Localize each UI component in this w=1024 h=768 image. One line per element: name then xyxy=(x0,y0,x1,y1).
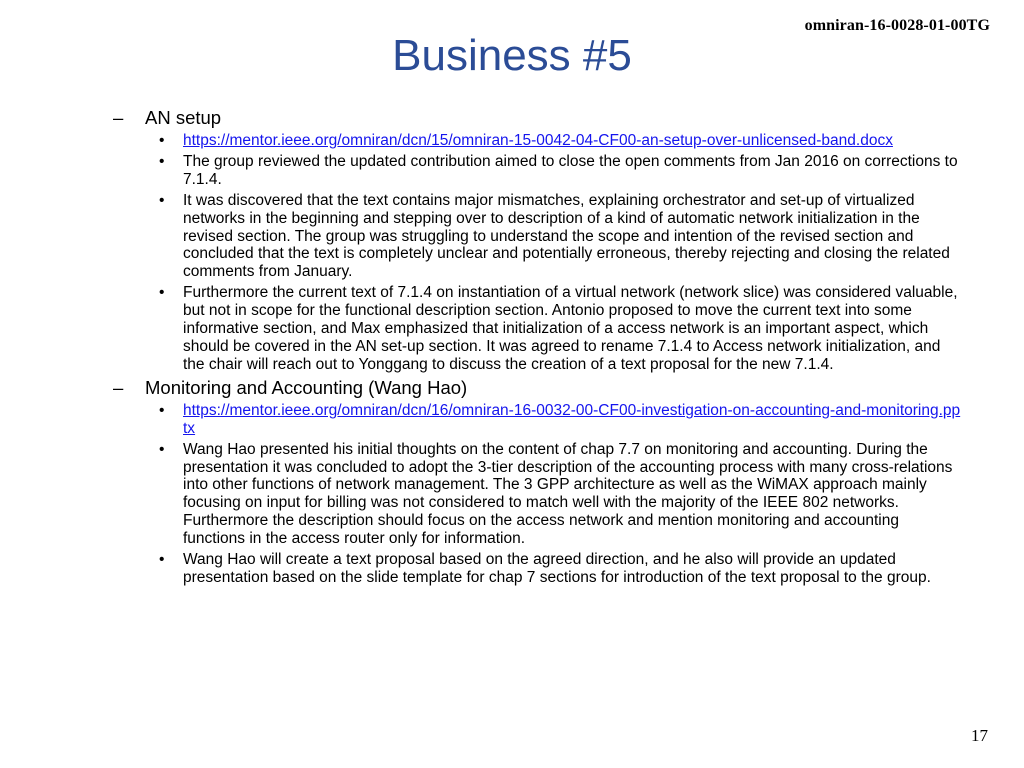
document-id: omniran-16-0028-01-00TG xyxy=(804,17,990,34)
list-item xyxy=(0,441,1024,548)
list-item-text: The group reviewed the updated contribution aimed to close the open comments from Jan 2016 on corrections to 7.1.4. xyxy=(183,152,958,188)
bullet-icon: • xyxy=(159,132,165,149)
bullet-icon: • xyxy=(159,284,165,302)
list-item xyxy=(0,551,1024,587)
page-number: 17 xyxy=(971,726,988,745)
contribution-link[interactable]: https://mentor.ieee.org/omniran/dcn/15/omniran-15-0042-04-CF00-an-setup-over-unlicensed-band.docx xyxy=(183,132,893,149)
slide-content xyxy=(0,107,1024,590)
list-item xyxy=(0,153,1024,189)
bullet-icon: • xyxy=(159,440,165,458)
dash-bullet-icon: – xyxy=(113,107,124,128)
section-heading xyxy=(0,377,1024,399)
section-heading xyxy=(0,107,1024,129)
list-item xyxy=(0,192,1024,282)
section-heading-text: AN setup xyxy=(145,107,222,128)
section-heading-text: Monitoring and Accounting (Wang Hao) xyxy=(145,376,468,398)
list-item-text: Furthermore the current text of 7.1.4 on instantiation of a virtual network (network slice) was considered valuable, but not in scope for the functional description section. Antonio proposed to move the current text into some informative section, and Max emphasized that initialization of a access network is an important aspect, which should be covered in the AN set-up section. It was agreed to rename 7.1.4 to Access network initialization, and the chair will reach out to Yonggang to discuss the creation of a text proposal for the new 7.1.4. xyxy=(183,284,958,373)
list-item-text: Wang Hao will create a text proposal based on the agreed direction, and he also will provide an updated presentation based on the slide template for chap 7 sections for introduction of the text proposal to the group. xyxy=(183,551,931,586)
dash-bullet-icon: – xyxy=(113,376,124,398)
section-an-setup xyxy=(0,107,1024,374)
bullet-icon: • xyxy=(159,152,165,170)
list-item-text: Wang Hao presented his initial thoughts on the content of chap 7.7 on monitoring and accounting. During the presentation it was concluded to adopt the 3-tier description of the accounting process with many cross-relations into other functions of network management. The 3 GPP architecture as well as the WiMAX approach mainly focusing on input for billing was not considered to match well with the majority of the IEEE 802 networks. Furthermore the description should focus on the access network and mention monitoring and accounting functions in the access router only for information. xyxy=(183,440,953,548)
bullet-icon: • xyxy=(159,191,165,209)
slide-title: Business #5 xyxy=(392,31,632,80)
list-item-text: It was discovered that the text contains major mismatches, explaining orchestrator and set-up of virtualized networks in the beginning and stepping over to description of a kind of automatic network initialization in the revised section. The group was struggling to understand the scope and intention of the revised section and concluded that the text is completely unclear and potentially erroneous, thereby rejecting and closing the related comments from January. xyxy=(183,191,950,281)
list-item xyxy=(0,284,1024,374)
bullet-icon: • xyxy=(159,551,165,569)
section-monitoring-accounting xyxy=(0,377,1024,587)
list-item xyxy=(0,402,1024,438)
list-item xyxy=(0,132,1024,150)
bullet-icon: • xyxy=(159,401,165,419)
contribution-link[interactable]: https://mentor.ieee.org/omniran/dcn/16/omniran-16-0032-00-CF00-investigation-on-accounting-and-monitoring.pptx xyxy=(183,401,961,437)
